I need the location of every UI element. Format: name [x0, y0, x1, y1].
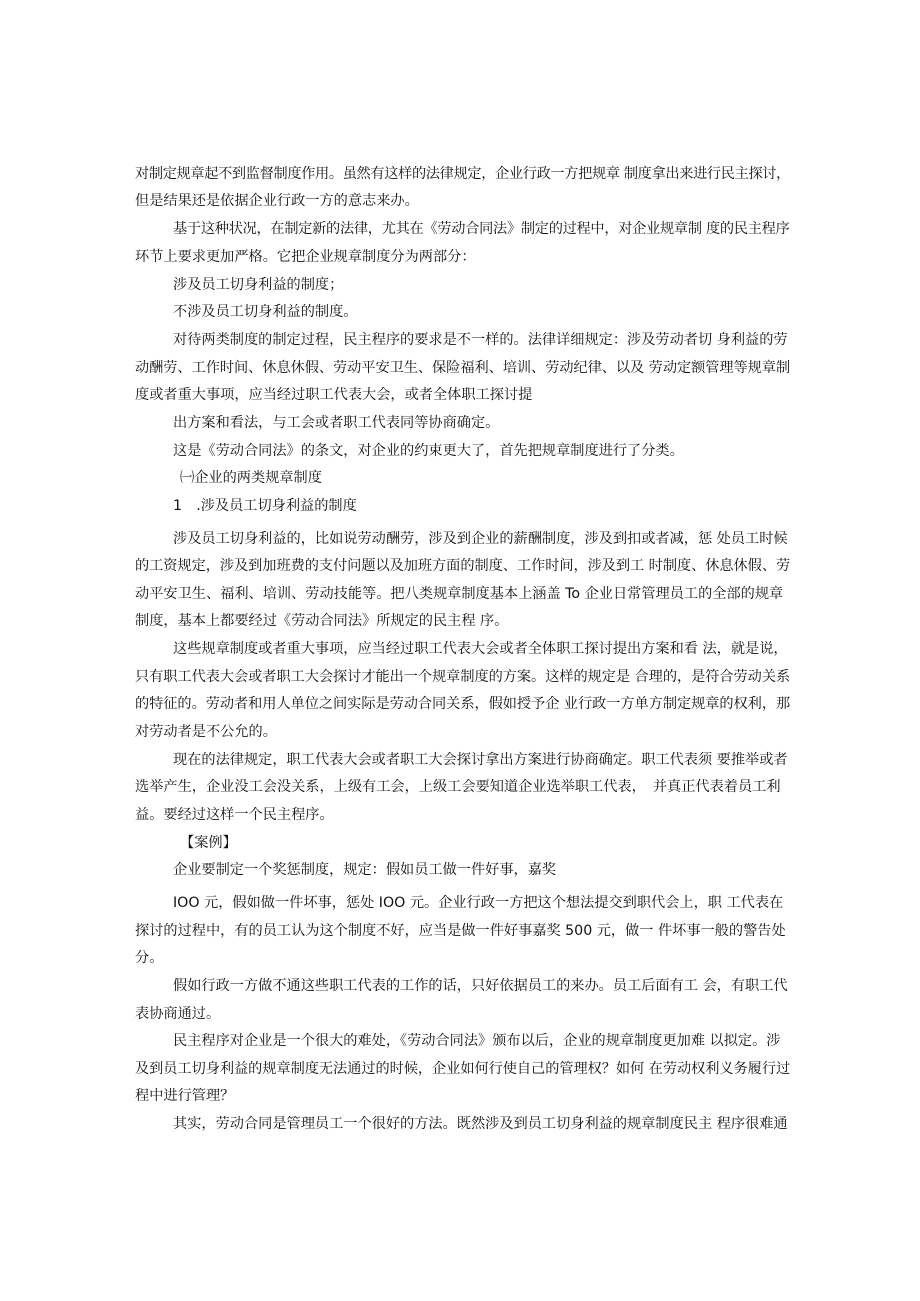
- text-line: 涉及员工切身利益的，比如说劳动酬劳，涉及到企业的薪酬制度，涉及到扣或者减，惩 处员工时候: [173, 531, 788, 547]
- section-heading: ㈠企业的两类规章制度: [180, 470, 322, 486]
- text-line: 益。要经过这样一个民主程序。: [135, 807, 334, 823]
- text-line: 出方案和看法，与工会或者职工代表同等协商确定。: [173, 415, 500, 431]
- text-line: 动酬劳、工作时间、休息休假、劳动平安卫生、保险福利、培训、劳动纪律、以及 劳动定额管理等规章制: [135, 360, 791, 376]
- text-line: 其实，劳动合同是管理员工一个很好的方法。既然涉及到员工切身利益的规章制度民主 程序很难通: [173, 1116, 788, 1132]
- text-line: 的特征的。劳动者和用人单位之间实际是劳动合同关系，假如授予企 业行政一方单方制定规章的权利，那: [135, 696, 791, 712]
- text-line: 但是结果还是依据企业行政一方的意志来办。: [135, 193, 419, 209]
- text-line: 现在的法律规定，职工代表大会或者职工大会探讨拿出方案进行协商确定。职工代表须 要推举或者: [173, 752, 788, 768]
- text-line: 涉及员工切身利益的制度；: [173, 277, 344, 293]
- case-heading: 【案例】: [180, 835, 237, 851]
- text-line: 这是《劳动合同法》的条文，对企业的约束更大了，首先把规章制度进行了分类。: [173, 443, 684, 459]
- text-line: 程中进行管理？: [135, 1088, 235, 1104]
- text-line: 及到员工切身利益的规章制度无法通过的时候，企业如何行使自己的管理权？如何 在劳动权利义务履行过: [135, 1061, 791, 1077]
- text-line: 度或者重大事项，应当经过职工代表大会，或者全体职工探讨提: [135, 387, 533, 403]
- text-line: 探讨的过程中，有的员工认为这个制度不好，应当是做一件好事嘉奖 500 元，做一 件坏事一般的警告处: [135, 923, 786, 939]
- text-line: 分。: [135, 950, 164, 966]
- subsection-heading: 1 .涉及员工切身利益的制度: [173, 498, 357, 514]
- text-line: 基于这种状况，在制定新的法律，尤其在《劳动合同法》制定的过程中，对企业规章制 度的民主程序: [173, 221, 790, 237]
- text-line: 只有职工代表大会或者职工大会探讨才能出一个规章制度的方案。这样的规定是 合理的，是符合劳动关系: [135, 669, 791, 685]
- text-line: 这些规章制度或者重大事项，应当经过职工代表大会或者全体职工探讨提出方案和看 法，就是说，: [173, 641, 788, 657]
- text-line: 企业要制定一个奖惩制度，规定：假如员工做一件好事，嘉奖: [173, 862, 557, 878]
- text-line: 民主程序对企业是一个很大的难处，《劳动合同法》颁布以后，企业的规章制度更加难 以拟定。涉: [173, 1033, 781, 1049]
- text-line: IOO 元，假如做一件坏事，惩处 IOO 元。企业行政一方把这个想法提交到职代会上，职 工代表在: [173, 895, 784, 911]
- text-line: 选举产生，企业没工会没关系，上级有工会，上级工会要知道企业选举职工代表， 并真正代表着员工利: [135, 779, 781, 795]
- text-line: 对劳动者是不公允的。: [135, 724, 277, 740]
- text-line: 对制定规章起不到监督制度作用。虽然有这样的法律规定，企业行政一方把规章 制度拿出来进行民主探讨，: [135, 166, 791, 182]
- text-line: 制度，基本上都要经过《劳动合同法》所规定的民主程 序。: [135, 613, 509, 629]
- text-line: 动平安卫生、福利、培训、劳动技能等。把八类规章制度基本上涵盖 To 企业日常管理员工的全部的规章: [135, 586, 784, 602]
- text-line: 表协商通过。: [135, 1006, 221, 1022]
- text-line: 的工资规定，涉及到加班费的支付问题以及加班方面的制度、工作时间，涉及到工 时制度、休息休假、劳: [135, 558, 791, 574]
- text-line: 不涉及员工切身利益的制度。: [173, 304, 358, 320]
- text-line: 环节上要求更加严格。它把企业规章制度分为两部分：: [135, 249, 476, 265]
- text-line: 假如行政一方做不通这些职工代表的工作的话，只好依据员工的来办。员工后面有工 会，有职工代: [173, 978, 788, 994]
- text-line: 对待两类制度的制定过程，民主程序的要求是不一样的。法律详细规定：涉及劳动者切 身利益的劳: [173, 332, 788, 348]
